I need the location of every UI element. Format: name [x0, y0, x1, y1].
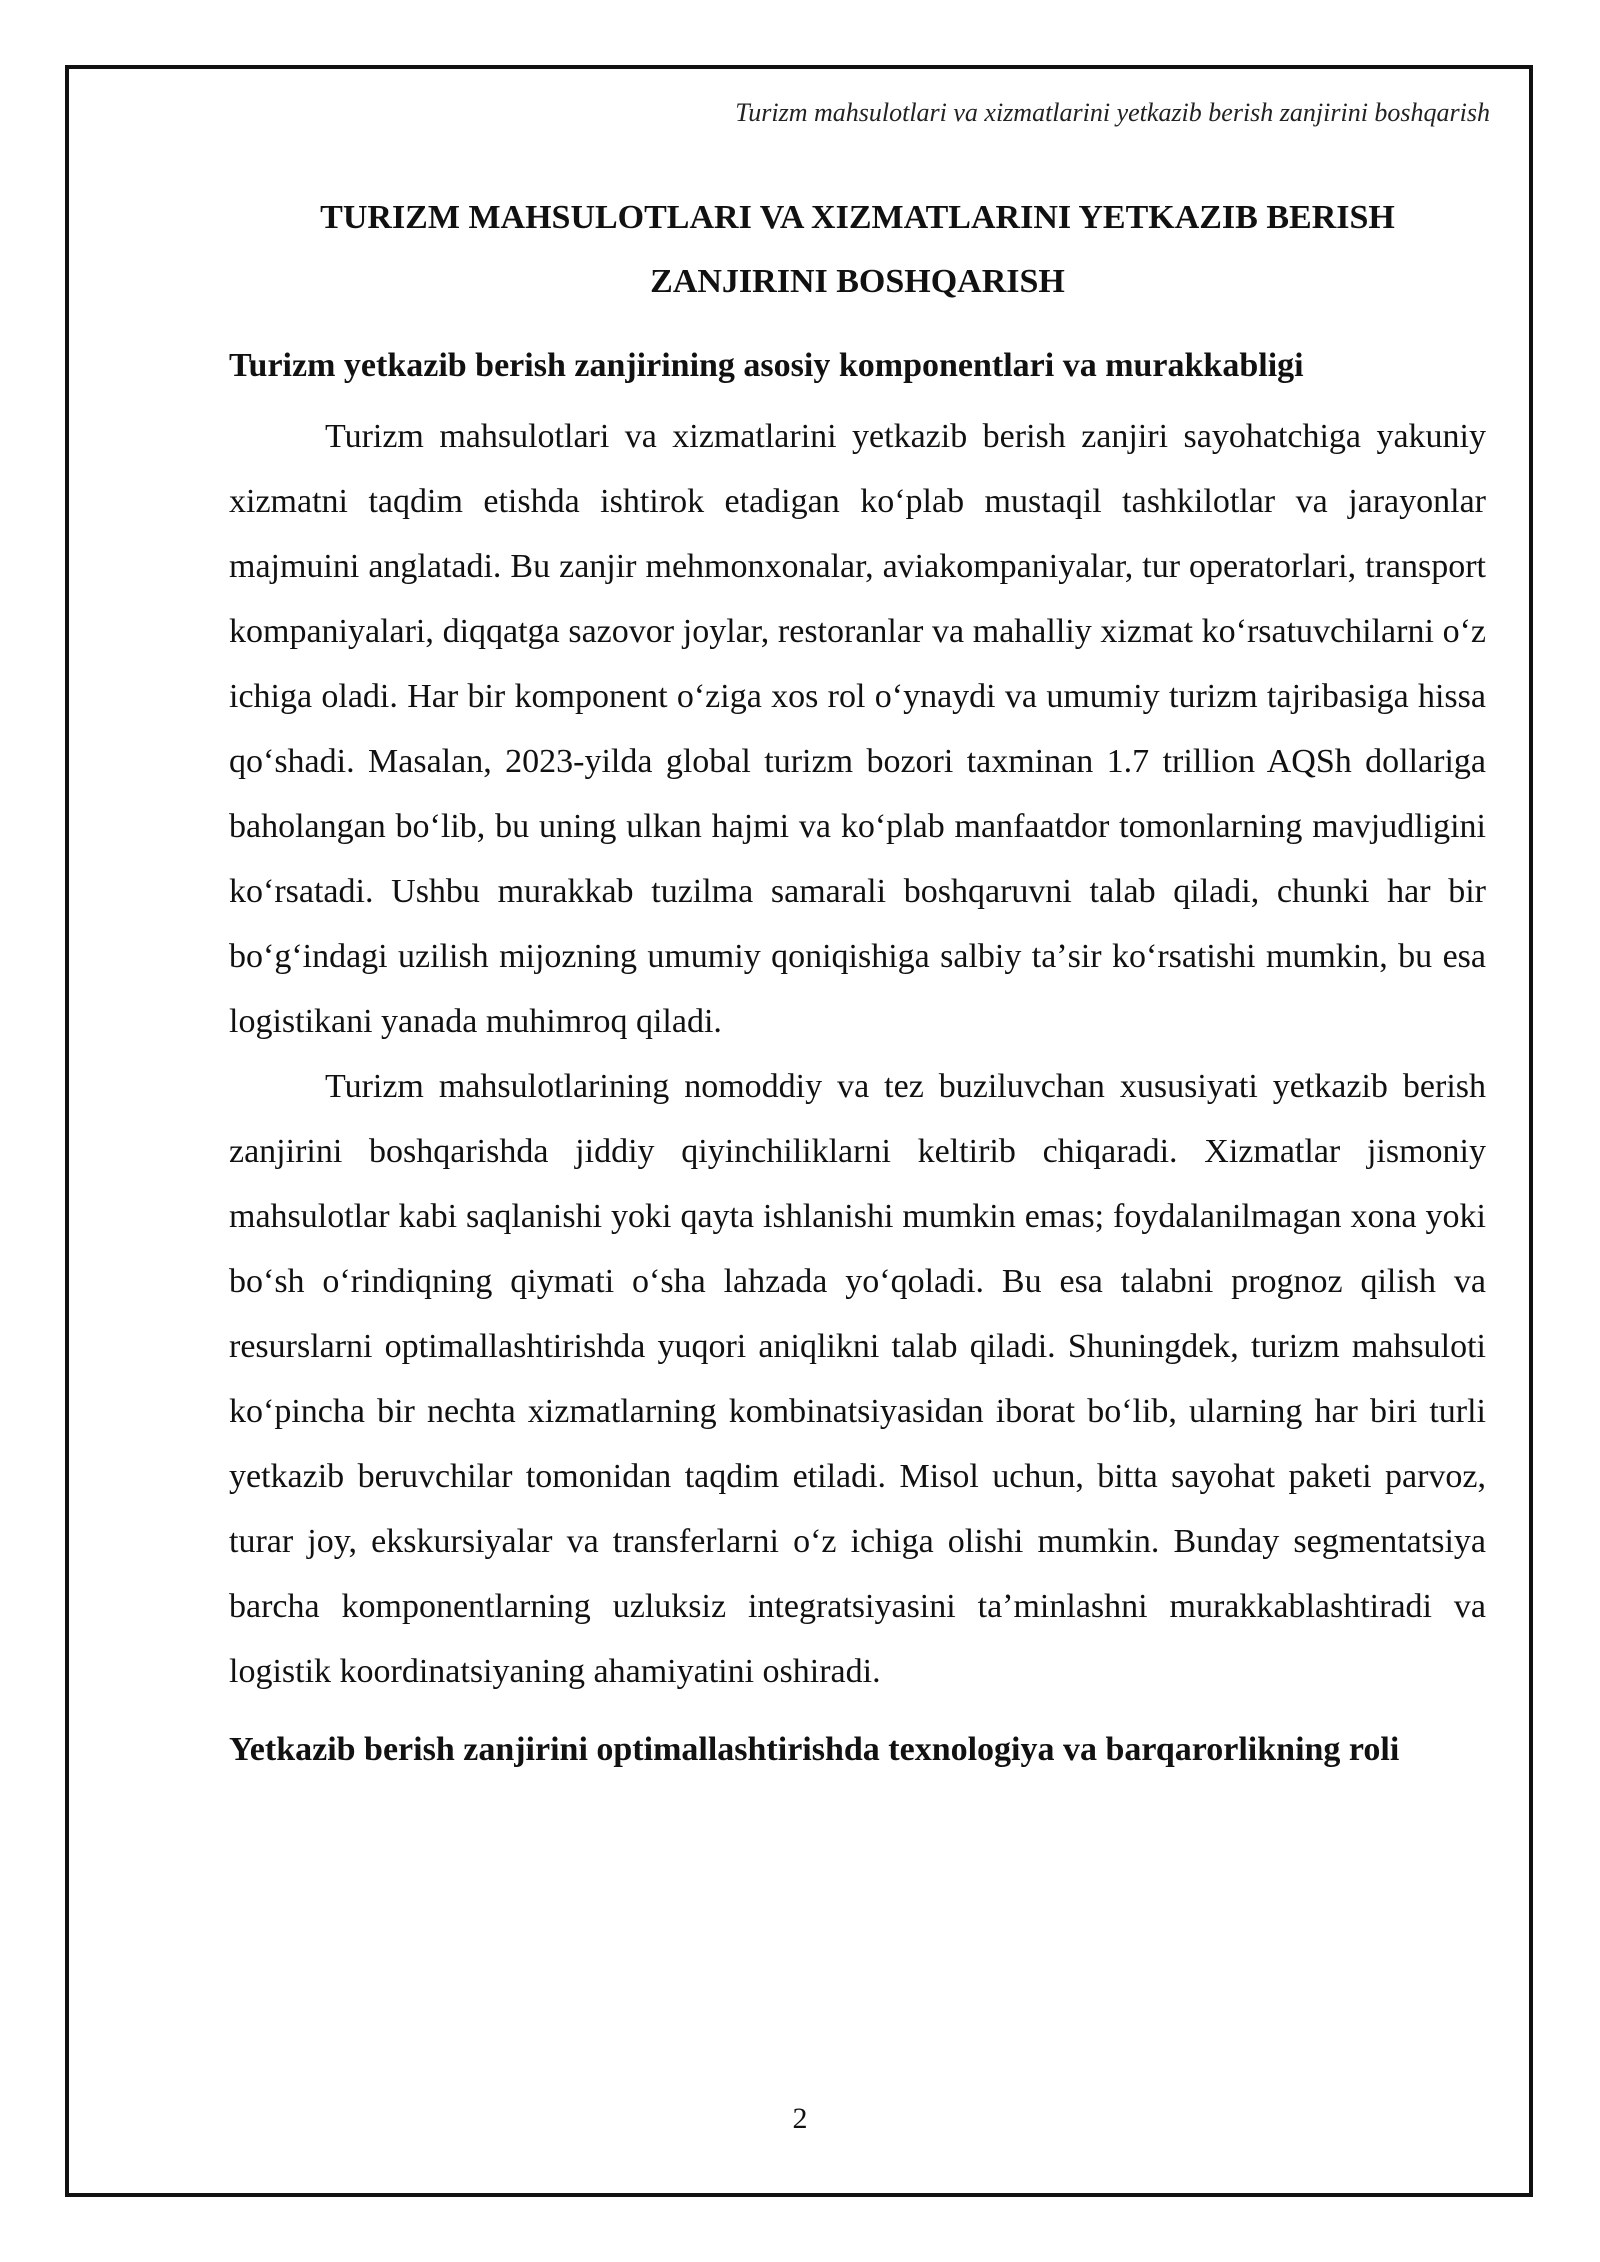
paragraph-supply-chain-overview: Turizm mahsulotlari va xizmatlarini yetkazib berish zanjiri sayohatchiga yakuniy xizmatni taqdim etishda ishtirok etadigan koʻplab mustaqil tashkilotlar va jarayonlar majmuini anglatadi. Bu zanjir mehmonxonalar, aviakompaniyalar, tur operatorlari, transport kompaniyalari, diqqatga sazovor joylar, restoranlar va mahalliy xizmat koʻrsatuvchilarni oʻz ichiga oladi. Har bir komponent oʻziga xos rol oʻynaydi va umumiy turizm tajribasiga hissa qoʻshadi. Masalan, 2023-yilda global turizm bozori taxminan 1.7 trillion AQSh dollariga baholangan boʻlib, bu uning ulkan hajmi va koʻplab manfaatdor tomonlarning mavjudligini koʻrsatadi. Ushbu murakkab tuzilma samarali boshqaruvni talab qiladi, chunki har bir boʻgʻindagi uzilish mijozning umumiy qoniqishiga salbiy taʼsir koʻrsatishi mumkin, bu esa logistikani yanada muhimroq qiladi. [229, 418, 1486, 1040]
document-body [229, 186, 1486, 1782]
paragraph-intangible-products: Turizm mahsulotlarining nomoddiy va tez buziluvchan xususiyati yetkazib berish zanjirini boshqarishda jiddiy qiyinchiliklarni keltirib chiqaradi. Xizmatlar jismoniy mahsulotlar kabi saqlanishi yoki qayta ishlanishi mumkin emas; foydalanilmagan xona yoki boʻsh oʻrindiqning qiymati oʻsha lahzada yoʻqoladi. Bu esa talabni prognoz qilish va resurslarni optimallashtirishda yuqori aniqlikni talab qiladi. Shuningdek, turizm mahsuloti koʻpincha bir nechta xizmatlarning kombinatsiyasidan iborat boʻlib, ularning har biri turli yetkazib beruvchilar tomonidan taqdim etiladi. Misol uchun, bitta sayohat paketi parvoz, turar joy, ekskursiyalar va transferlarni oʻz ichiga olishi mumkin. Bunday segmentatsiya barcha komponentlarning uzluksiz integratsiyasini taʼminlashni murakkablashtiradi va logistik koordinatsiyaning ahamiyatini oshiradi. [229, 1068, 1486, 1690]
page-number: 2 [792, 2102, 808, 2135]
document-title: TURIZM MAHSULOTLARI VA XIZMATLARINI YETKAZIB BERISH ZANJIRINI BOSHQARISH [320, 199, 1395, 300]
running-header: Turizm mahsulotlari va xizmatlarini yetkazib berish zanjirini boshqarish [735, 98, 1490, 127]
section-heading-components: Turizm yetkazib berish zanjirining asosiy komponentlari va murakkabligi [229, 347, 1304, 384]
section-heading-technology-sustainability: Yetkazib berish zanjirini optimallashtirishda texnologiya va barqarorlikning roli [229, 1731, 1400, 1768]
